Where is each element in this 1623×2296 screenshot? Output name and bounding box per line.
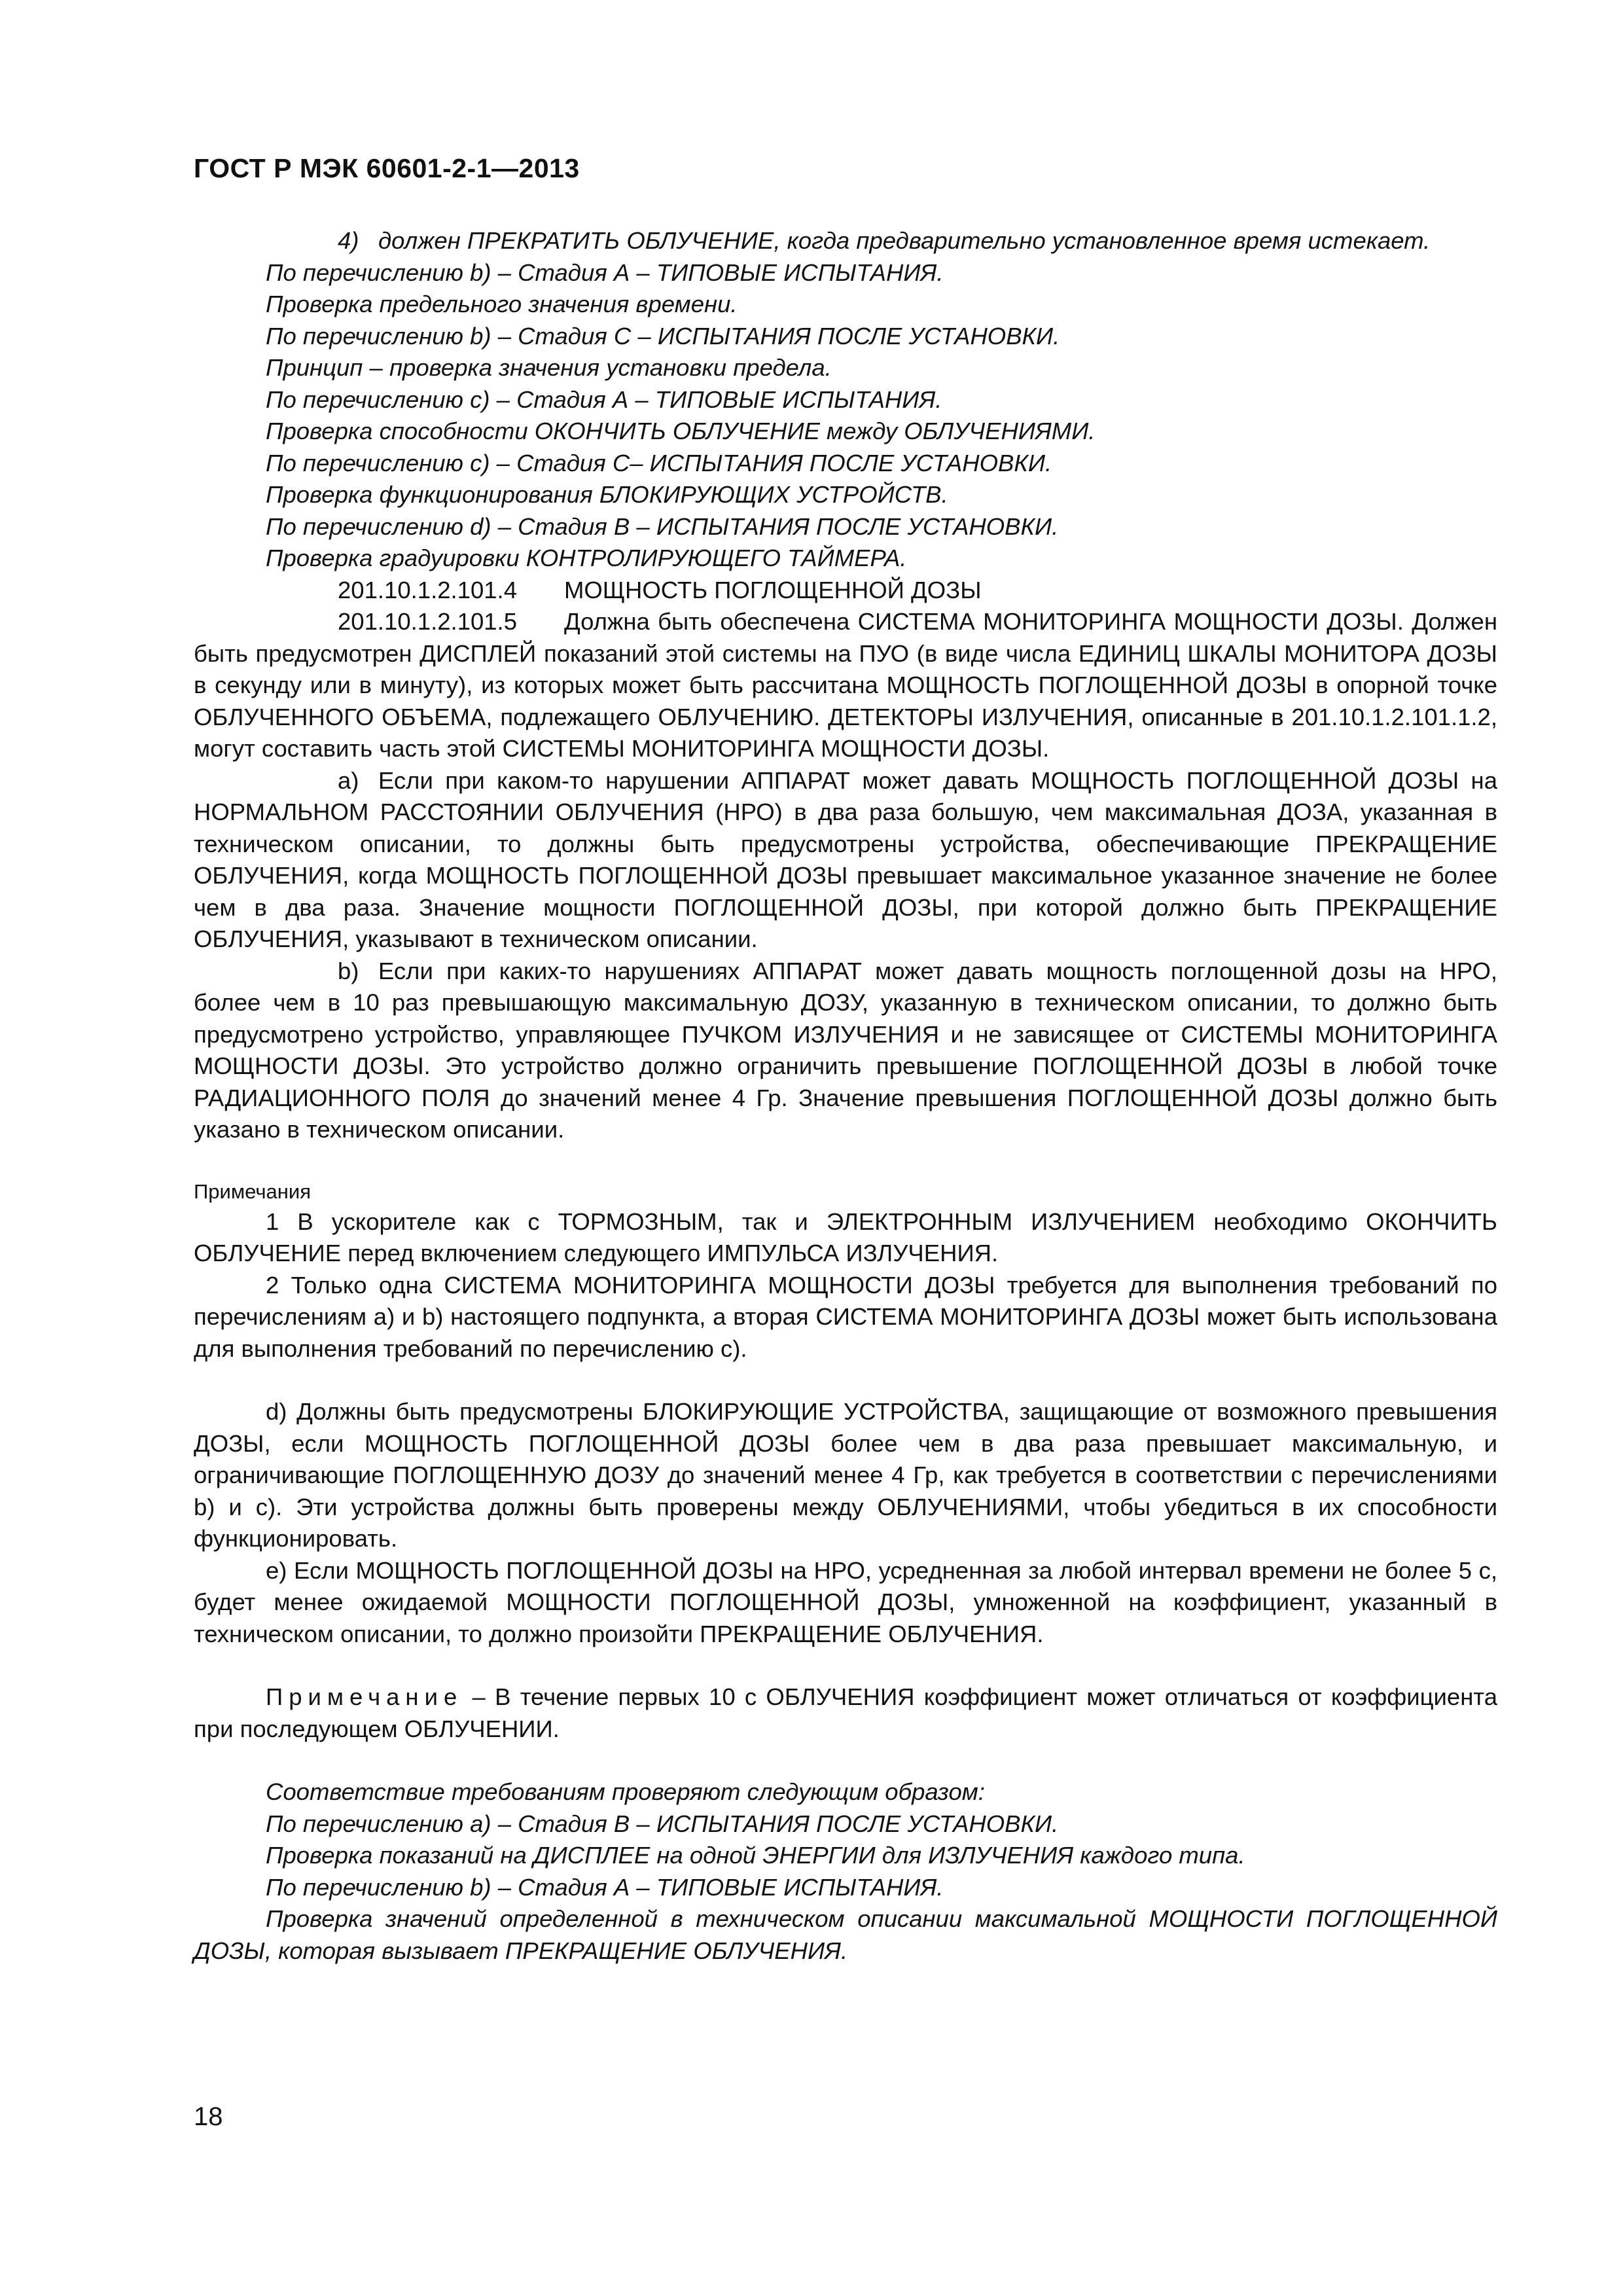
list-item-label: a) bbox=[338, 766, 359, 794]
list-item-text: Если при каких-то нарушениях АППАРАТ может давать мощность поглощенной дозы на НРО, более чем в 10 раз превышающую максимальную ДОЗУ, указанную в техническом описании, то должно быть предусмотрено устройство, управляющее ПУЧКОМ ИЗЛУЧЕНИЯ и не зависящее от СИСТЕМЫ МОНИТОРИНГА МОЩНОСТИ ДОЗЫ. Это устройство должно ограничить превышение ПОГЛОЩЕННОЙ ДОЗЫ в любой точке РАДИАЦИОННОГО ПОЛЯ до значений менее 4 Гр. Значение превышения ПОГЛОЩЕННОЙ ДОЗЫ должно быть указано в техническом описании. bbox=[194, 957, 1497, 1143]
section-text: Должна быть обеспечена СИСТЕМА МОНИТОРИНГА МОЩНОСТИ ДОЗЫ. Должен быть предусмотрен ДИСПЛЕЙ показаний этой системы на ПУО (в виде числа ЕДИНИЦ ШКАЛЫ МОНИТОРА ДОЗЫ в секунду или в минуту), из которых может быть рассчитана МОЩНОСТЬ ПОГЛОЩЕННОЙ ДОЗЫ в опорной точке ОБЛУЧЕННОГО ОБЪЕМА, подлежащего ОБЛУЧЕНИЮ. ДЕТЕКТОРЫ ИЗЛУЧЕНИЯ, описанные в 201.10.1.2.101.1.2, могут составить часть этой СИСТЕМЫ МОНИТОРИНГА МОЩНОСТИ ДОЗЫ. bbox=[194, 608, 1497, 762]
test-line: По перечислению с) – Стадия А – ТИПОВЫЕ ИСПЫТАНИЯ. bbox=[266, 386, 942, 413]
section-number: 201.10.1.2.101.4 bbox=[338, 576, 517, 603]
spacer bbox=[194, 1650, 1497, 1681]
compliance-line: По перечислению b) – Стадия А – ТИПОВЫЕ ИСПЫТАНИЯ. bbox=[266, 1873, 944, 1901]
compliance-line: Проверка значений определенной в техническом описании максимальной МОЩНОСТИ ПОГЛОЩЕННОЙ ДОЗЫ, которая вызывает ПРЕКРАЩЕНИЕ ОБЛУЧЕНИЯ. bbox=[194, 1905, 1497, 1964]
note-2: 2 Только одна СИСТЕМА МОНИТОРИНГА МОЩНОСТИ ДОЗЫ требуется для выполнения требований по перечислениям a) и b) настоящего подпункта, а вторая СИСТЕМА МОНИТОРИНГА ДОЗЫ может быть использована для выполнения требований по перечислению с). bbox=[194, 1271, 1497, 1362]
item-4-number: 4) bbox=[338, 227, 359, 254]
document-body bbox=[194, 225, 1497, 1967]
note-text: – В течение первых 10 с ОБЛУЧЕНИЯ коэффициент может отличаться от коэффициента при последующем ОБЛУЧЕНИИ. bbox=[194, 1683, 1497, 1742]
list-item-b bbox=[194, 956, 1497, 1146]
list-item-e: е) Если МОЩНОСТЬ ПОГЛОЩЕННОЙ ДОЗЫ на НРО, усредненная за любой интервал времени не более 5 с, будет менее ожидаемой МОЩНОСТИ ПОГЛОЩЕННОЙ ДОЗЫ, умноженной на коэффициент, указанный в техническом описании, то должно произойти ПРЕКРАЩЕНИЕ ОБЛУЧЕНИЯ. bbox=[194, 1556, 1497, 1647]
list-item-label: b) bbox=[338, 957, 359, 984]
test-line: По перечислению b) – Стадия С – ИСПЫТАНИЯ ПОСЛЕ УСТАНОВКИ. bbox=[266, 322, 1060, 350]
test-line: По перечислению d) – Стадия В – ИСПЫТАНИЯ ПОСЛЕ УСТАНОВКИ. bbox=[266, 512, 1059, 540]
spacer bbox=[194, 1745, 1497, 1776]
note-1: 1 В ускорителе как с ТОРМОЗНЫМ, так и ЭЛЕКТРОННЫМ ИЗЛУЧЕНИЕМ необходимо ОКОНЧИТЬ ОБЛУЧЕНИЕ перед включением следующего ИМПУЛЬСА ИЗЛУЧЕНИЯ. bbox=[194, 1208, 1497, 1266]
list-item-d: d) Должны быть предусмотрены БЛОКИРУЮЩИЕ УСТРОЙСТВА, защищающие от возможного превышения ДОЗЫ, если МОЩНОСТЬ ПОГЛОЩЕННОЙ ДОЗЫ более чем в два раза превышает максимальную, и ограничивающие ПОГЛОЩЕННУЮ ДОЗУ до значений менее 4 Гр, как требуется в соответствии с перечислениями b) и с). Эти устройства должны быть проверены между ОБЛУЧЕНИЯМИ, чтобы убедиться в их способности функционировать. bbox=[194, 1398, 1497, 1552]
test-line: Проверка функционирования БЛОКИРУЮЩИХ УСТРОЙСТВ. bbox=[266, 481, 948, 508]
list-item-text: Если при каком-то нарушении АППАРАТ может давать МОЩНОСТЬ ПОГЛОЩЕННОЙ ДОЗЫ на НОРМАЛЬНОМ РАССТОЯНИИ ОБЛУЧЕНИЯ (НРО) в два раза большую, чем максимальная ДОЗА, указанная в техническом описании, то должны быть предусмотрены устройства, обеспечивающие ПРЕКРАЩЕНИЕ ОБЛУЧЕНИЯ, когда МОЩНОСТЬ ПОГЛОЩЕННОЙ ДОЗЫ превышает максимальное указанное значение не более чем в два раза. Значение мощности ПОГЛОЩЕННОЙ ДОЗЫ, при которой должно быть ПРЕКРАЩЕНИЕ ОБЛУЧЕНИЯ, указывают в техническом описании. bbox=[194, 766, 1497, 952]
spacer bbox=[194, 1146, 1497, 1177]
section-heading bbox=[194, 575, 1497, 607]
item-4-text: должен ПРЕКРАТИТЬ ОБЛУЧЕНИЕ, когда предварительно установленное время истекает. bbox=[378, 227, 1431, 254]
section-title: МОЩНОСТЬ ПОГЛОЩЕННОЙ ДОЗЫ bbox=[564, 576, 982, 603]
compliance-line: По перечислению a) – Стадия В – ИСПЫТАНИЯ ПОСЛЕ УСТАНОВКИ. bbox=[266, 1810, 1059, 1837]
document-header: ГОСТ Р МЭК 60601-2-1—2013 bbox=[194, 153, 580, 183]
item-4-paragraph bbox=[194, 225, 1497, 257]
compliance-line: Проверка показаний на ДИСПЛЕЕ на одной ЭНЕРГИИ для ИЗЛУЧЕНИЯ каждого типа. bbox=[266, 1842, 1245, 1869]
page-number: 18 bbox=[194, 2102, 223, 2131]
test-line: Проверка градуировки КОНТРОЛИРУЮЩЕГО ТАЙМЕРА. bbox=[266, 545, 907, 571]
section-number: 201.10.1.2.101.5 bbox=[338, 608, 517, 635]
compliance-intro: Соответствие требованиям проверяют следующим образом: bbox=[266, 1778, 985, 1805]
test-line: Проверка способности ОКОНЧИТЬ ОБЛУЧЕНИЕ между ОБЛУЧЕНИЯМИ. bbox=[266, 418, 1096, 444]
spacer bbox=[194, 1365, 1497, 1396]
section-paragraph bbox=[194, 606, 1497, 765]
test-line: По перечислению b) – Стадия А – ТИПОВЫЕ ИСПЫТАНИЯ. bbox=[266, 259, 944, 286]
list-item-a bbox=[194, 765, 1497, 956]
test-line: По перечислению с) – Стадия С– ИСПЫТАНИЯ ПОСЛЕ УСТАНОВКИ. bbox=[266, 449, 1052, 476]
note-paragraph bbox=[194, 1681, 1497, 1745]
notes-heading: Примечания bbox=[194, 1179, 311, 1203]
note-label: Примечание bbox=[266, 1683, 463, 1710]
test-line: Проверка предельного значения времени. bbox=[266, 291, 738, 317]
test-line: Принцип – проверка значения установки предела. bbox=[266, 354, 832, 381]
